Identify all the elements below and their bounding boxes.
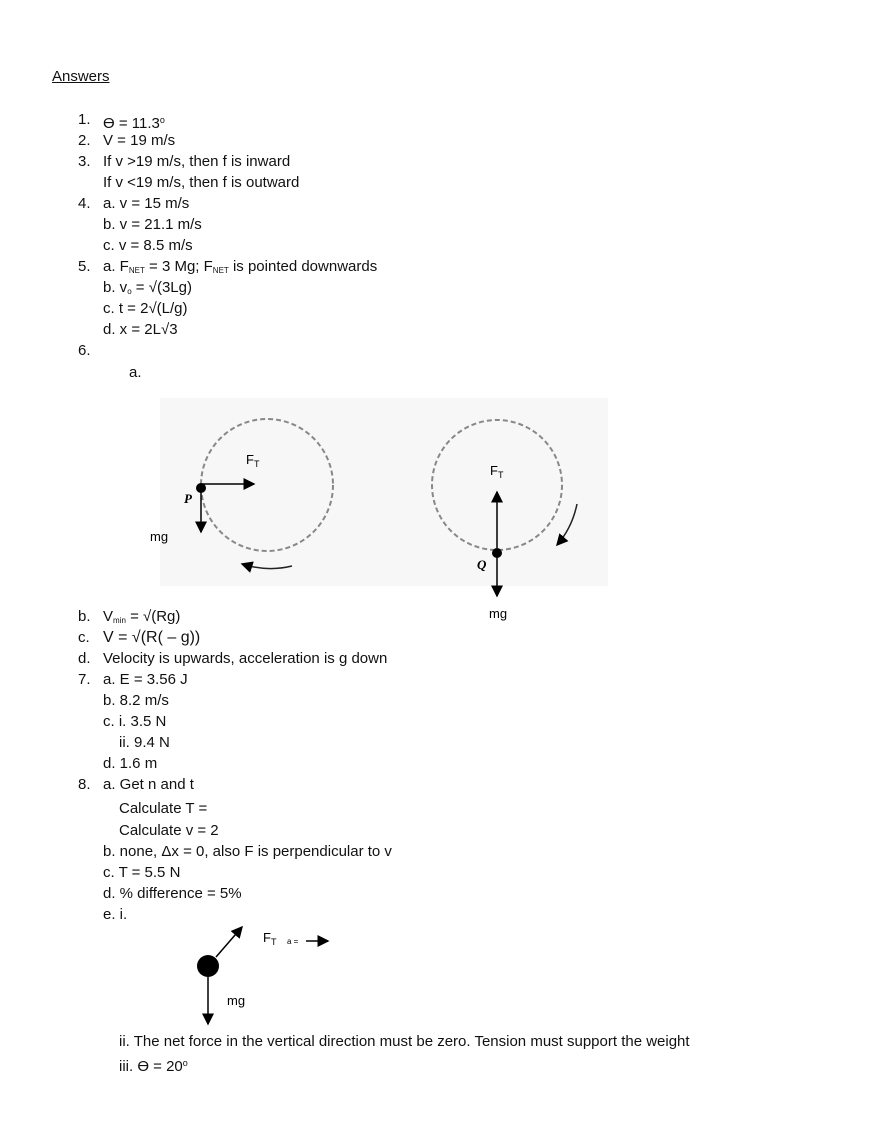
item-letter: b.: [78, 608, 91, 625]
circular-motion-figure: [150, 398, 610, 623]
answer-8e-iii: iii. Ɵ = $20^o$: [119, 1058, 188, 1075]
acceleration-label: a =: [287, 937, 299, 946]
item-letter: c.: [78, 629, 90, 646]
right-point-label: Q: [477, 557, 487, 572]
mass-ball: [197, 955, 219, 977]
answer-7a: a. E = 3.56 J: [103, 671, 188, 688]
item-number: 5.: [78, 258, 91, 275]
answer-6b: $V_{min} = √(Rg)$: [103, 608, 181, 625]
item-number: 7.: [78, 671, 91, 688]
answer-8a-calc-v: Calculate v = 2: [119, 822, 219, 839]
answer-8d: d. % difference = 5%: [103, 885, 242, 902]
answer-6d: Velocity is upwards, acceleration is g down: [103, 650, 388, 667]
right-ft-label: $F_T$: [490, 463, 504, 480]
answer-5b: b. $v_o = √(3Lg)$: [103, 279, 192, 296]
item-number: 4.: [78, 195, 91, 212]
answer-8a-calc-t: Calculate T =: [119, 800, 208, 817]
tension-arrow: [216, 927, 242, 957]
item-number: 1.: [78, 111, 91, 128]
left-point-label: P: [184, 491, 192, 506]
answer-4c: c. v = 8.5 m/s: [103, 237, 193, 254]
answer-5c: c. t = 2√(L/g): [103, 300, 188, 317]
left-ft-label: $F_T$: [246, 452, 260, 469]
left-mg-label: mg: [150, 529, 169, 544]
answer-3-line2: If v <19 m/s, then f is outward: [103, 174, 300, 191]
free-body-figure: [190, 920, 340, 1030]
item-letter: d.: [78, 650, 91, 667]
answer-4a: a. v = 15 m/s: [103, 195, 190, 212]
answer-8e-i: e. i.: [103, 906, 128, 923]
answer-8b: b. none, Δx = 0, also F is perpendicular to v: [103, 843, 392, 860]
answer-4b: b. v = 21.1 m/s: [103, 216, 202, 233]
answer-2: V = 19 m/s: [103, 132, 176, 149]
ft-label: $F_T$: [263, 930, 277, 947]
answer-8e-ii: ii. The net force in the vertical direction must be zero. Tension must support the weight: [119, 1033, 690, 1050]
item-number: 6.: [78, 342, 91, 359]
answer-3-line1: If v >19 m/s, then f is inward: [103, 153, 291, 170]
answer-1: Ɵ = $11.3^o$: [103, 115, 165, 132]
answer-8c: c. T = 5.5 N: [103, 864, 181, 881]
answer-6c: V = √(R( – g)): [103, 629, 201, 646]
right-mg-label: mg: [489, 606, 508, 621]
mg-label: mg: [227, 993, 246, 1008]
answer-7d: d. 1.6 m: [103, 755, 158, 772]
answer-6a-label: a.: [129, 364, 142, 381]
answer-7b: b. 8.2 m/s: [103, 692, 169, 709]
answer-7c-ii: ii. 9.4 N: [119, 734, 170, 751]
item-number: 8.: [78, 776, 91, 793]
answer-5a: a. $F_{NET} = 3$ Mg; $F_{NET}$ is pointed downwards: [103, 258, 378, 275]
item-number: 3.: [78, 153, 91, 170]
point-q-dot: [492, 548, 502, 558]
answer-7c-i: c. i. 3.5 N: [103, 713, 167, 730]
figure-background: [160, 398, 608, 586]
answer-5d: d. x = 2L√3: [103, 321, 178, 338]
answer-8a: a. Get n and t: [103, 776, 194, 793]
item-number: 2.: [78, 132, 91, 149]
page-heading: Answers: [52, 68, 110, 85]
